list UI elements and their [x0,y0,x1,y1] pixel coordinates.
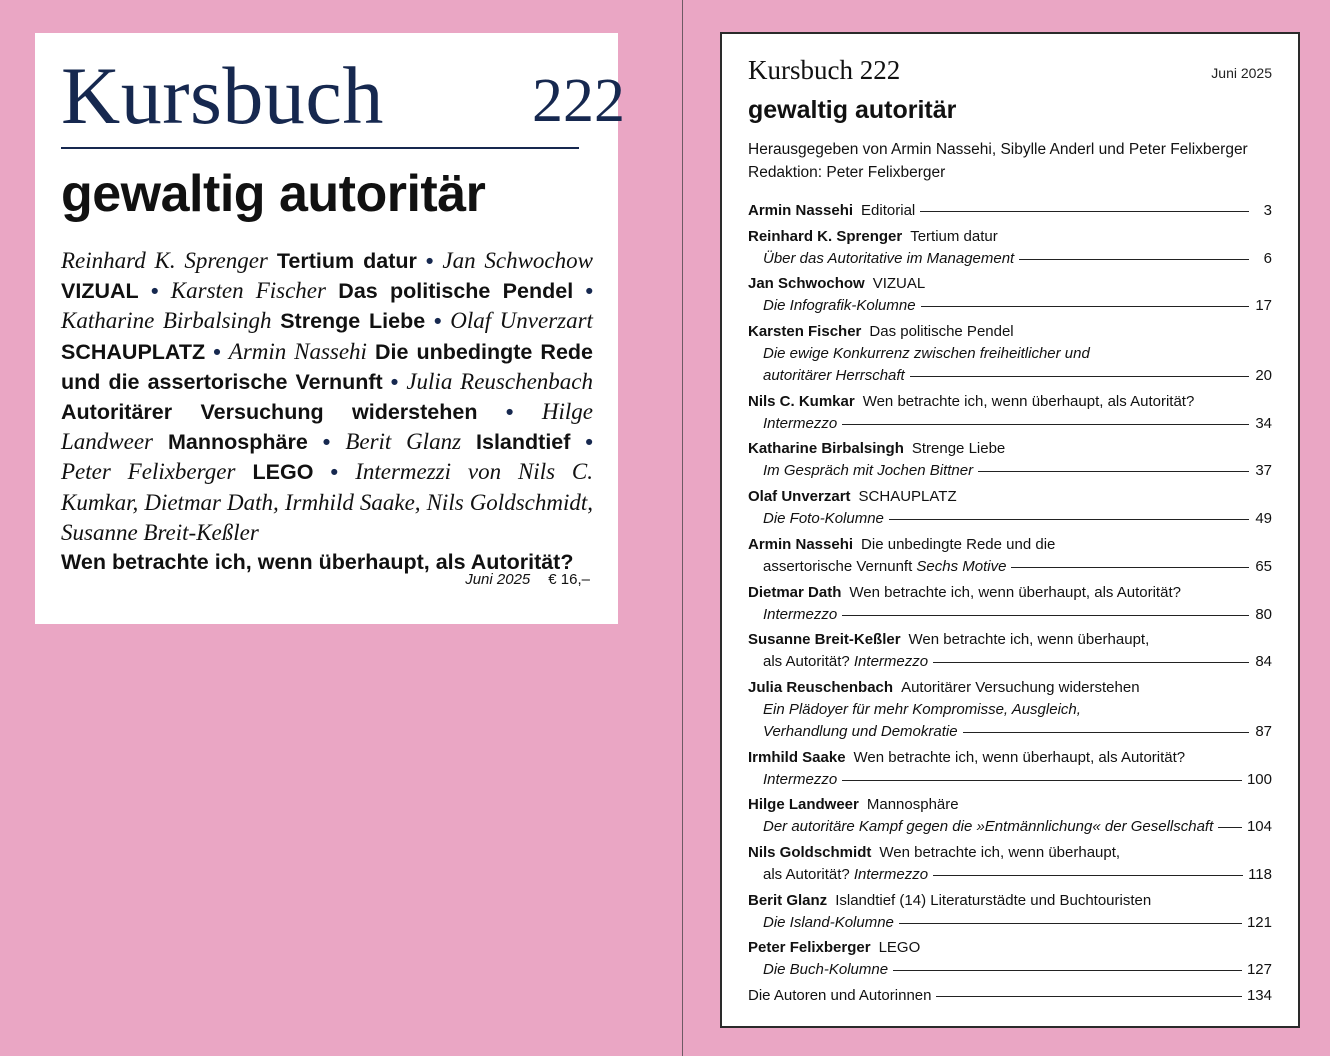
toc-entry [748,226,1272,270]
toc-entry-subtitle: Über das Autoritative im Management [763,249,1015,267]
toc-entry-subline [748,912,1272,934]
toc-entry-page: 87 [1255,722,1272,740]
toc-entry-title: Editorial [861,202,916,219]
toc-entry-page: 49 [1255,510,1272,528]
toc-entry-page: 121 [1246,913,1272,931]
dot-leader [899,923,1242,924]
dot-leader [933,662,1249,663]
toc-entry-title: Wen betrachte ich, wenn überhaupt, [908,631,1150,649]
toc-entry-page: 134 [1246,987,1272,1004]
toc-entry-title: Wen betrachte ich, wenn überhaupt, [879,843,1121,861]
toc-entry-title: LEGO [878,939,921,957]
cover-item-author: Intermezzi von Nils C. Kumkar, Dietmar Dath, Irmhild Saake, Nils Goldschmidt, Susanne Breit-Keßler [61,459,593,545]
toc-entry [748,937,1272,981]
cover-item-title: Tertium datur [276,249,417,273]
cover-item-title: LEGO [252,460,314,485]
toc-entry [748,582,1272,626]
dot-leader [1218,827,1242,828]
toc-entry [748,629,1272,673]
cover-item-author: Berit Glanz [345,429,462,455]
bullet-separator: • [213,339,221,364]
toc-entry-subtitle: autoritärer Herrschaft [763,367,905,385]
toc-entry-subtitle: Verhandlung und Demokratie [763,722,958,740]
toc-entry-author: Olaf Unverzart [748,488,851,506]
toc-entry-title: Strenge Liebe [911,440,1006,458]
toc-entry-subtitle: Die Infografik-Kolumne [763,297,916,315]
toc-entry-subline [748,604,1272,626]
toc-entry-continuation [748,556,1272,578]
toc-entry-author: Dietmar Dath [748,583,842,601]
toc-entry-title-cont: assertorische Vernunft [763,557,913,575]
toc-entry-title: Die Autoren und Autorinnen [748,987,932,1004]
bullet-separator: • [330,460,339,485]
toc-entry [748,747,1272,791]
toc-entry [748,890,1272,934]
toc-entry-continuation [748,651,1272,673]
toc-entry-page: 17 [1255,297,1272,315]
cover-item-author: Peter Felixberger [61,459,236,485]
table-of-contents [720,32,1300,1028]
toc-entry-line [748,937,1272,959]
dot-leader [889,519,1249,520]
dot-leader [933,875,1243,876]
toc-entry-line [748,200,1272,222]
toc-entry-subline [748,343,1272,365]
dot-leader [1011,567,1249,568]
cover-item-title: Die unbedingte Rede und die assertorische Vernunft [61,339,593,394]
toc-entry-author: Berit Glanz [748,891,828,909]
bullet-separator: • [505,400,514,425]
toc-entry [748,200,1272,222]
toc-entry-line [748,438,1272,460]
bullet-separator: • [390,369,399,394]
toc-entry-page: 37 [1255,462,1272,480]
toc-entry-subtitle: Intermezzo [853,865,929,883]
toc-entry-page: 3 [1263,202,1272,219]
bullet-separator: • [425,249,434,273]
magazine-cover [35,33,625,624]
toc-entry-author: Peter Felixberger [748,939,871,957]
toc-entry-title: Die unbedingte Rede und die [861,535,1056,553]
cover-masthead [61,50,625,163]
dot-leader [842,780,1242,781]
toc-entry-title: SCHAUPLATZ [858,488,957,506]
toc-entry-page: 20 [1255,367,1272,385]
cover-brand: Kursbuch [61,50,384,141]
toc-entry-line [748,890,1272,912]
toc-entry-subtitle: Intermezzo [763,414,838,432]
toc-entry-subtitle: Ein Plädoyer für mehr Kompromisse, Ausgleich, [763,700,1081,718]
toc-entry-title: Wen betrachte ich, wenn überhaupt, als Autorität? [849,583,1181,601]
toc-entry-page: 118 [1248,865,1272,883]
cover-item-author: Olaf Unverzart [450,308,593,334]
toc-entry-author: Nils Goldschmidt [748,843,872,861]
toc-entry-subline [748,721,1272,743]
page-divider [682,0,683,1056]
toc-entry-subline [748,248,1272,270]
toc-entry [748,321,1272,387]
toc-entry [748,794,1272,838]
toc-title: gewaltig autoritär [748,96,957,124]
toc-entry-page: 100 [1246,770,1272,788]
toc-entry-subline [748,508,1272,530]
toc-editors-line: Herausgegeben von Armin Nassehi, Sibylle Anderl und Peter Felixberger [748,141,1248,158]
toc-brand: Kursbuch 222 [748,55,901,85]
cover-item-title: Mannosphäre [168,430,308,455]
toc-entry [748,486,1272,530]
bullet-separator: • [585,430,593,455]
cover-item-title: Wen betrachte ich, wenn überhaupt, als Autorität? [61,550,574,575]
toc-entry-subline [748,295,1272,317]
toc-list [748,200,1272,1011]
toc-entry-title: Wen betrachte ich, wenn überhaupt, als Autorität? [862,392,1195,410]
toc-entry-title: Wen betrachte ich, wenn überhaupt, als Autorität? [853,748,1186,766]
toc-entry-line [748,985,1272,1007]
cover-item-title: SCHAUPLATZ [61,339,206,364]
toc-entry [748,391,1272,435]
cover-item-author: Julia Reuschenbach [406,368,593,394]
bullet-separator: • [585,279,594,304]
toc-entry [748,677,1272,743]
toc-entry-title: Das politische Pendel [869,323,1014,341]
toc-entry-line [748,629,1272,651]
toc-entry-page: 6 [1263,249,1272,267]
toc-entry-page: 80 [1255,605,1272,623]
bullet-separator: • [322,430,331,455]
toc-entry [748,273,1272,317]
toc-entry-author: Armin Nassehi [748,535,854,553]
toc-entry-line [748,747,1272,769]
toc-entry-page: 127 [1246,961,1272,979]
cover-item-author: Katharine Birbalsingh [61,308,272,334]
toc-entry-line [748,677,1272,699]
toc-entry-line [748,273,1272,295]
toc-entry-subtitle: Intermezzo [763,770,838,788]
cover-item-title: Autoritärer Versuchung widerstehen [61,400,478,425]
toc-entry-author: Irmhild Saake [748,748,846,766]
toc-entry-title-cont: als Autorität? [763,653,850,671]
cover-issue-number: 222 [532,67,625,135]
toc-entry-subline [748,460,1272,482]
toc-entry-line [748,321,1272,343]
toc-entry-title-cont: als Autorität? [763,865,850,883]
cover-item-title: Strenge Liebe [280,309,426,334]
toc-entry-subtitle: Die Island-Kolumne [763,913,894,931]
toc-entry-subtitle: Intermezzo [853,653,929,671]
toc-entry-page: 84 [1255,653,1272,671]
toc-entry-subline [748,413,1272,435]
toc-entry [748,842,1272,886]
toc-entry-author: Julia Reuschenbach [748,678,894,696]
toc-entry-subtitle: Die Foto-Kolumne [763,510,884,528]
cover-item-title: VIZUAL [61,279,139,304]
dot-leader [910,376,1249,377]
dot-leader [842,424,1249,425]
toc-entry-author: Hilge Landweer [748,796,859,814]
dot-leader [978,471,1249,472]
cover-item-title: Das politische Pendel [338,279,574,304]
cover-item-author: Reinhard K. Sprenger [61,248,268,273]
dot-leader [1019,259,1249,260]
cover-footer [447,571,590,588]
cover-item-author: Hilge Landweer [61,399,593,455]
toc-entry-line [748,226,1272,248]
toc-entry-page: 65 [1255,557,1272,575]
dot-leader [893,970,1242,971]
toc-entry-line [748,486,1272,508]
toc-entry-author: Reinhard K. Sprenger [748,227,903,245]
toc-entry-subtitle: Die ewige Konkurrenz zwischen freiheitlicher und [763,345,1090,363]
toc-entry-subline [748,959,1272,981]
cover-item-author: Jan Schwochow [442,248,593,273]
dot-leader [842,615,1249,616]
toc-entry-subline [748,816,1272,838]
toc-entry-title: VIZUAL [872,275,926,293]
toc-entry-author: Armin Nassehi [748,202,854,219]
cover-item-title: Islandtief [476,430,571,455]
toc-entry [748,985,1272,1007]
bullet-separator: • [433,309,442,334]
dot-leader [963,732,1249,733]
toc-entry-author: Katharine Birbalsingh [748,440,904,458]
toc-entry-title: Autoritärer Versuchung widerstehen [901,678,1140,696]
cover-date: Juni 2025 [465,571,531,588]
toc-entry-continuation [748,864,1272,886]
toc-editors [748,138,1248,184]
toc-entry [748,534,1272,578]
cover-item-author: Karsten Fischer [170,278,326,304]
cover-contents [61,246,593,577]
bullet-separator: • [150,279,159,304]
dot-leader [936,996,1241,997]
toc-entry-line [748,842,1272,864]
toc-entry-line [748,534,1272,556]
toc-entry-title: Islandtief (14) Literaturstädte und Buchtouristen [835,891,1152,909]
toc-entry-subline [748,769,1272,791]
toc-entry-title: Mannosphäre [866,796,959,814]
toc-entry-line [748,582,1272,604]
toc-entry-page: 34 [1255,414,1272,432]
toc-entry-subtitle: Sechs Motive [916,557,1007,575]
toc-entry-author: Nils C. Kumkar [748,392,855,410]
toc-entry-subtitle: Der autoritäre Kampf gegen die »Entmännlichung« der Gesellschaft [763,818,1214,836]
cover-item-author: Armin Nassehi [228,338,367,364]
dot-leader [920,211,1249,212]
cover-title: gewaltig autoritär [61,165,486,223]
toc-entry-author: Jan Schwochow [748,275,865,293]
dot-leader [921,306,1249,307]
toc-entry-line [748,794,1272,816]
toc-redaktion-line: Redaktion: Peter Felixberger [748,164,946,181]
toc-entry-line [748,391,1272,413]
toc-date: Juni 2025 [1211,65,1272,81]
toc-entry-subtitle: Die Buch-Kolumne [763,961,889,979]
toc-entry-subtitle: Im Gespräch mit Jochen Bittner [763,462,974,480]
toc-entry-author: Karsten Fischer [748,323,862,341]
toc-entry-subtitle: Intermezzo [763,605,838,623]
toc-entry-subline [748,365,1272,387]
toc-entry-page: 104 [1246,818,1272,836]
toc-entry-title: Tertium datur [910,227,998,245]
cover-rule [61,147,579,149]
toc-entry [748,438,1272,482]
toc-entry-subline [748,699,1272,721]
cover-price: € 16,– [548,571,590,588]
toc-entry-author: Susanne Breit-Keßler [748,631,901,649]
